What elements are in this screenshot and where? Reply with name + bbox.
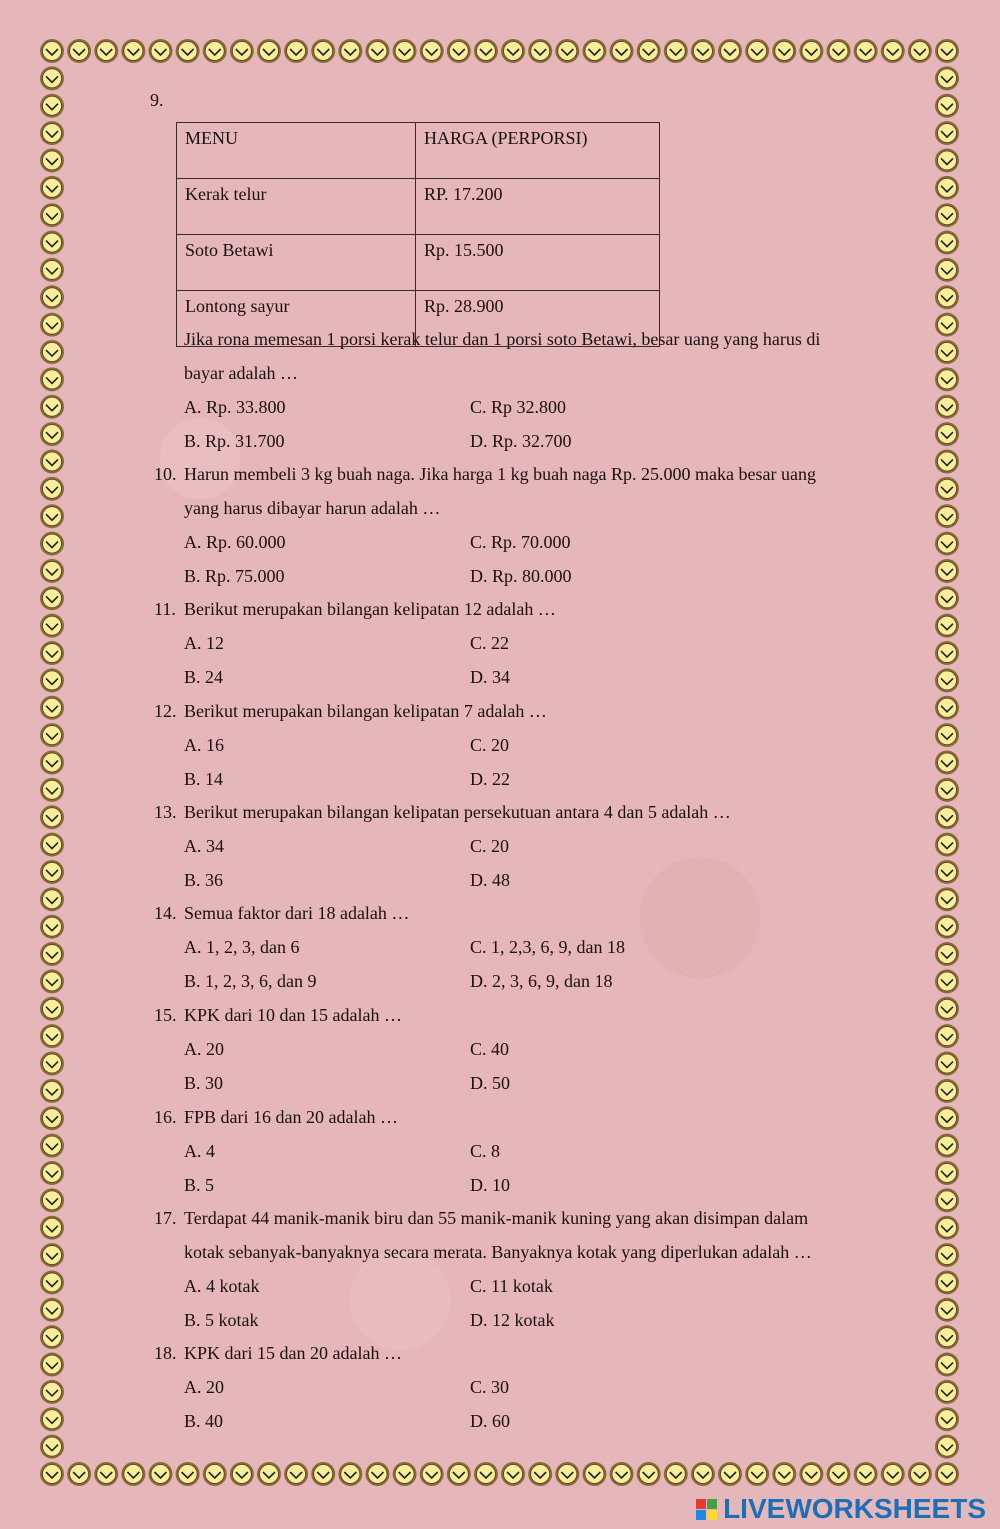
question-text <box>150 1336 890 1370</box>
question-11 <box>150 592 890 694</box>
question-text <box>150 998 890 1032</box>
clock-ornament-icon <box>203 39 227 63</box>
clock-ornament-icon <box>40 285 64 309</box>
option-c[interactable]: C. 8 <box>470 1141 501 1161</box>
clock-ornament-icon <box>881 1462 905 1486</box>
option-a[interactable]: A. Rp. 60.000 <box>184 532 286 552</box>
question-text: Jika rona memesan 1 porsi kerak telur dan 1 porsi soto Betawi, besar uang yang harus di <box>184 329 821 349</box>
clock-ornament-icon <box>718 39 742 63</box>
clock-ornament-icon <box>40 696 64 720</box>
option-a[interactable]: A. 16 <box>184 735 224 755</box>
clock-ornament-icon <box>935 969 959 993</box>
option-c[interactable]: C. 11 kotak <box>470 1276 553 1296</box>
clock-ornament-icon <box>935 504 959 528</box>
clock-ornament-icon <box>40 231 64 255</box>
clock-ornament-icon <box>40 477 64 501</box>
question-15 <box>150 998 890 1100</box>
table-header-cell: MENU <box>177 123 416 179</box>
clock-ornament-icon <box>338 39 362 63</box>
option-c[interactable]: C. 1, 2,3, 6, 9, dan 18 <box>470 937 625 957</box>
clock-ornament-icon <box>664 1462 688 1486</box>
option-c[interactable]: C. 40 <box>470 1039 510 1059</box>
clock-ornament-icon <box>40 969 64 993</box>
question-10 <box>150 457 890 593</box>
clock-ornament-icon <box>67 1462 91 1486</box>
question-text: bayar adalah … <box>184 363 298 383</box>
question-text: kotak sebanyak-banyaknya secara merata. Banyaknya kotak yang diperlukan adalah … <box>184 1242 812 1262</box>
clock-ornament-icon <box>148 1462 172 1486</box>
question-line: Harun membeli 3 kg buah naga. Jika harga 1 kg buah naga Rp. 25.000 maka besar uang <box>184 464 816 484</box>
option-a[interactable]: A. 4 kotak <box>184 1276 260 1296</box>
clock-ornament-icon <box>40 860 64 884</box>
clock-ornament-icon <box>40 1243 64 1267</box>
option-d[interactable]: D. 48 <box>470 870 510 890</box>
clock-ornament-icon <box>637 39 661 63</box>
clock-ornament-icon <box>935 1298 959 1322</box>
question-line: KPK dari 10 dan 15 adalah … <box>184 1005 402 1025</box>
question-line: Berikut merupakan bilangan kelipatan 7 adalah … <box>184 701 547 721</box>
option-c[interactable]: C. Rp. 70.000 <box>470 532 571 552</box>
option-d[interactable]: D. 12 kotak <box>470 1310 555 1330</box>
clock-ornament-icon <box>40 94 64 118</box>
question-text <box>150 592 890 626</box>
table-cell: RP. 17.200 <box>416 179 660 235</box>
clock-ornament-icon <box>935 860 959 884</box>
clock-ornament-icon <box>40 121 64 145</box>
clock-ornament-icon <box>148 39 172 63</box>
option-b[interactable]: B. 5 <box>184 1175 215 1195</box>
clock-ornament-icon <box>935 668 959 692</box>
question-line: Terdapat 44 manik-manik biru dan 55 manik-manik kuning yang akan disimpan dalam <box>184 1208 809 1228</box>
option-b[interactable]: B. Rp. 31.700 <box>184 431 285 451</box>
clock-ornament-icon <box>935 1188 959 1212</box>
clock-ornament-icon <box>40 258 64 282</box>
option-d[interactable]: D. 22 <box>470 769 510 789</box>
clock-ornament-icon <box>121 1462 145 1486</box>
clock-ornament-icon <box>854 1462 878 1486</box>
clock-ornament-icon <box>40 449 64 473</box>
question-16 <box>150 1100 890 1202</box>
clock-ornament-icon <box>40 340 64 364</box>
clock-ornament-icon <box>176 39 200 63</box>
question-number: 15. <box>154 1005 177 1025</box>
clock-ornament-icon <box>176 1462 200 1486</box>
liveworksheets-logo[interactable] <box>696 1493 986 1525</box>
clock-ornament-icon <box>230 1462 254 1486</box>
question-text <box>150 694 890 728</box>
clock-ornament-icon <box>40 778 64 802</box>
clock-ornament-icon <box>935 340 959 364</box>
clock-ornament-icon <box>935 1052 959 1076</box>
clock-ornament-icon <box>691 1462 715 1486</box>
clock-ornament-icon <box>935 614 959 638</box>
clock-ornament-icon <box>908 39 932 63</box>
clock-ornament-icon <box>935 1024 959 1048</box>
option-a[interactable]: A. 20 <box>184 1377 224 1397</box>
clock-ornament-icon <box>935 449 959 473</box>
clock-ornament-icon <box>935 203 959 227</box>
option-d[interactable]: D. Rp. 32.700 <box>470 431 572 451</box>
option-a[interactable]: A. 4 <box>184 1141 215 1161</box>
table-row <box>177 235 660 291</box>
table-cell: Kerak telur <box>177 179 416 235</box>
clock-ornament-icon <box>935 477 959 501</box>
clock-ornament-icon <box>582 1462 606 1486</box>
clock-ornament-icon <box>393 1462 417 1486</box>
clock-ornament-icon <box>284 39 308 63</box>
clock-ornament-icon <box>338 1462 362 1486</box>
table-header-row <box>177 123 660 179</box>
clock-ornament-icon <box>40 66 64 90</box>
clock-ornament-icon <box>257 1462 281 1486</box>
clock-ornament-icon <box>935 94 959 118</box>
option-c[interactable]: C. 22 <box>470 633 510 653</box>
clock-ornament-icon <box>40 887 64 911</box>
clock-ornament-icon <box>610 1462 634 1486</box>
clock-ornament-icon <box>121 39 145 63</box>
clock-ornament-icon <box>40 559 64 583</box>
option-a[interactable]: A. 1, 2, 3, dan 6 <box>184 937 300 957</box>
clock-ornament-icon <box>935 1462 959 1486</box>
clock-ornament-icon <box>772 1462 796 1486</box>
clock-ornament-icon <box>420 39 444 63</box>
clock-ornament-icon <box>935 1353 959 1377</box>
question-line: Berikut merupakan bilangan kelipatan 12 adalah … <box>184 599 556 619</box>
clock-ornament-icon <box>935 915 959 939</box>
clock-ornament-icon <box>935 751 959 775</box>
clock-ornament-icon <box>257 39 281 63</box>
clock-ornament-icon <box>935 422 959 446</box>
question-number: 9. <box>150 90 164 110</box>
clock-ornament-icon <box>935 39 959 63</box>
question-line: FPB dari 16 dan 20 adalah … <box>184 1107 398 1127</box>
option-b[interactable]: B. 40 <box>184 1411 224 1431</box>
clock-ornament-icon <box>691 39 715 63</box>
question-text <box>150 457 890 491</box>
clock-ornament-icon <box>365 39 389 63</box>
clock-ornament-icon <box>582 39 606 63</box>
clock-ornament-icon <box>772 39 796 63</box>
clock-ornament-icon <box>935 395 959 419</box>
clock-ornament-icon <box>935 997 959 1021</box>
clock-ornament-icon <box>935 258 959 282</box>
option-a[interactable]: A. 34 <box>184 836 224 856</box>
option-d[interactable]: D. Rp. 80.000 <box>470 566 572 586</box>
clock-ornament-icon <box>555 39 579 63</box>
clock-ornament-icon <box>40 504 64 528</box>
clock-ornament-icon <box>935 1243 959 1267</box>
clock-ornament-icon <box>718 1462 742 1486</box>
clock-ornament-icon <box>935 66 959 90</box>
question-number: 10. <box>154 464 177 484</box>
clock-ornament-icon <box>935 1106 959 1130</box>
clock-ornament-icon <box>40 1134 64 1158</box>
clock-ornament-icon <box>40 641 64 665</box>
clock-ornament-icon <box>447 39 471 63</box>
option-c[interactable]: C. 20 <box>470 735 510 755</box>
clock-ornament-icon <box>311 39 335 63</box>
option-a[interactable]: A. 12 <box>184 633 224 653</box>
question-number: 12. <box>154 701 177 721</box>
clock-ornament-icon <box>40 1353 64 1377</box>
clock-ornament-icon <box>447 1462 471 1486</box>
question-number: 13. <box>154 802 177 822</box>
clock-ornament-icon <box>935 805 959 829</box>
clock-ornament-icon <box>935 1435 959 1459</box>
clock-ornament-icon <box>935 231 959 255</box>
clock-ornament-icon <box>935 887 959 911</box>
question-line: KPK dari 15 dan 20 adalah … <box>184 1343 402 1363</box>
clock-ornament-icon <box>40 586 64 610</box>
clock-ornament-icon <box>745 39 769 63</box>
clock-ornament-icon <box>528 39 552 63</box>
clock-ornament-icon <box>94 39 118 63</box>
question-text <box>150 795 890 829</box>
clock-ornament-icon <box>935 121 959 145</box>
clock-ornament-icon <box>40 367 64 391</box>
question-line: Berikut merupakan bilangan kelipatan persekutuan antara 4 dan 5 adalah … <box>184 802 731 822</box>
question-text <box>150 1201 890 1235</box>
option-b[interactable]: B. 5 kotak <box>184 1310 259 1330</box>
clock-ornament-icon <box>935 1161 959 1185</box>
clock-ornament-icon <box>40 1407 64 1431</box>
clock-ornament-icon <box>935 1325 959 1349</box>
clock-ornament-icon <box>935 1134 959 1158</box>
clock-ornament-icon <box>284 1462 308 1486</box>
clock-ornament-icon <box>474 39 498 63</box>
clock-ornament-icon <box>40 1106 64 1130</box>
question-number: 17. <box>154 1208 177 1228</box>
clock-ornament-icon <box>40 1161 64 1185</box>
option-b[interactable]: B. 14 <box>184 769 224 789</box>
option-d[interactable]: D. 2, 3, 6, 9, dan 18 <box>470 971 613 991</box>
question-number: 11. <box>154 599 176 619</box>
clock-ornament-icon <box>935 1079 959 1103</box>
clock-ornament-icon <box>528 1462 552 1486</box>
clock-ornament-icon <box>827 1462 851 1486</box>
option-b[interactable]: B. 1, 2, 3, 6, dan 9 <box>184 971 317 991</box>
clock-ornament-icon <box>935 285 959 309</box>
clock-ornament-icon <box>40 751 64 775</box>
clock-ornament-icon <box>40 203 64 227</box>
clock-ornament-icon <box>935 1407 959 1431</box>
clock-ornament-icon <box>365 1462 389 1486</box>
question-text <box>150 896 890 930</box>
clock-ornament-icon <box>40 39 64 63</box>
clock-ornament-icon <box>40 1079 64 1103</box>
option-a[interactable]: A. 20 <box>184 1039 224 1059</box>
liveworksheets-mark-icon <box>696 1499 717 1520</box>
question-number: 14. <box>154 903 177 923</box>
clock-ornament-icon <box>40 1024 64 1048</box>
option-c[interactable]: C. 20 <box>470 836 510 856</box>
clock-ornament-icon <box>935 833 959 857</box>
clock-ornament-icon <box>555 1462 579 1486</box>
question-text: yang harus dibayar harun adalah … <box>184 498 441 518</box>
clock-ornament-icon <box>420 1462 444 1486</box>
brand-name: LIVEWORKSHEETS <box>723 1493 986 1524</box>
option-c[interactable]: C. Rp 32.800 <box>470 397 567 417</box>
question-17 <box>150 1201 890 1337</box>
table-cell: Lontong sayur <box>177 291 416 347</box>
clock-ornament-icon <box>40 1188 64 1212</box>
option-b[interactable]: B. 24 <box>184 667 224 687</box>
clock-ornament-icon <box>501 39 525 63</box>
clock-ornament-icon <box>40 148 64 172</box>
question-14 <box>150 896 890 998</box>
question-number: 18. <box>154 1343 177 1363</box>
clock-ornament-icon <box>40 1380 64 1404</box>
clock-ornament-icon <box>311 1462 335 1486</box>
clock-ornament-icon <box>935 532 959 556</box>
clock-ornament-icon <box>881 39 905 63</box>
option-b[interactable]: B. Rp. 75.000 <box>184 566 285 586</box>
clock-ornament-icon <box>40 668 64 692</box>
clock-ornament-icon <box>935 148 959 172</box>
clock-ornament-icon <box>854 39 878 63</box>
question-9 <box>150 322 890 458</box>
clock-ornament-icon <box>40 1298 64 1322</box>
clock-ornament-icon <box>40 614 64 638</box>
clock-ornament-icon <box>40 723 64 747</box>
price-table <box>176 122 660 347</box>
option-d[interactable]: D. 60 <box>470 1411 510 1431</box>
option-d[interactable]: D. 50 <box>470 1073 510 1093</box>
question-text <box>150 1100 890 1134</box>
option-d[interactable]: D. 10 <box>470 1175 510 1195</box>
clock-ornament-icon <box>935 1270 959 1294</box>
option-c[interactable]: C. 30 <box>470 1377 510 1397</box>
clock-ornament-icon <box>40 313 64 337</box>
clock-ornament-icon <box>40 997 64 1021</box>
clock-ornament-icon <box>230 39 254 63</box>
table-row <box>177 179 660 235</box>
question-line: Semua faktor dari 18 adalah … <box>184 903 410 923</box>
clock-ornament-icon <box>203 1462 227 1486</box>
clock-ornament-icon <box>40 1325 64 1349</box>
question-13 <box>150 795 890 897</box>
clock-ornament-icon <box>40 176 64 200</box>
clock-ornament-icon <box>935 641 959 665</box>
clock-ornament-icon <box>908 1462 932 1486</box>
question-18 <box>150 1336 890 1438</box>
clock-ornament-icon <box>935 942 959 966</box>
clock-ornament-icon <box>393 39 417 63</box>
clock-ornament-icon <box>610 39 634 63</box>
table-header-cell: HARGA (PERPORSI) <box>416 123 660 179</box>
clock-ornament-icon <box>94 1462 118 1486</box>
clock-ornament-icon <box>40 1216 64 1240</box>
clock-ornament-icon <box>745 1462 769 1486</box>
clock-ornament-icon <box>935 313 959 337</box>
table-cell: Soto Betawi <box>177 235 416 291</box>
clock-ornament-icon <box>40 805 64 829</box>
clock-ornament-icon <box>40 1052 64 1076</box>
clock-ornament-icon <box>474 1462 498 1486</box>
clock-ornament-icon <box>935 778 959 802</box>
clock-ornament-icon <box>40 395 64 419</box>
clock-ornament-icon <box>799 1462 823 1486</box>
clock-ornament-icon <box>935 696 959 720</box>
clock-ornament-icon <box>40 915 64 939</box>
clock-ornament-icon <box>935 723 959 747</box>
option-b[interactable]: B. 36 <box>184 870 224 890</box>
clock-ornament-icon <box>935 176 959 200</box>
clock-ornament-icon <box>935 367 959 391</box>
clock-ornament-icon <box>664 39 688 63</box>
clock-ornament-icon <box>40 422 64 446</box>
clock-ornament-icon <box>827 39 851 63</box>
clock-ornament-icon <box>799 39 823 63</box>
option-b[interactable]: B. 30 <box>184 1073 224 1093</box>
clock-ornament-icon <box>935 586 959 610</box>
clock-ornament-icon <box>40 942 64 966</box>
clock-ornament-icon <box>67 39 91 63</box>
question-12 <box>150 694 890 796</box>
clock-ornament-icon <box>40 1270 64 1294</box>
clock-ornament-icon <box>637 1462 661 1486</box>
option-a[interactable]: A. Rp. 33.800 <box>184 397 286 417</box>
clock-ornament-icon <box>935 1216 959 1240</box>
clock-ornament-icon <box>935 559 959 583</box>
option-d[interactable]: D. 34 <box>470 667 510 687</box>
clock-ornament-icon <box>40 1462 64 1486</box>
clock-ornament-icon <box>40 532 64 556</box>
clock-ornament-icon <box>40 1435 64 1459</box>
clock-ornament-icon <box>501 1462 525 1486</box>
table-cell: Rp. 28.900 <box>416 291 660 347</box>
clock-ornament-icon <box>935 1380 959 1404</box>
question-number: 16. <box>154 1107 177 1127</box>
table-cell: Rp. 15.500 <box>416 235 660 291</box>
clock-ornament-icon <box>40 833 64 857</box>
